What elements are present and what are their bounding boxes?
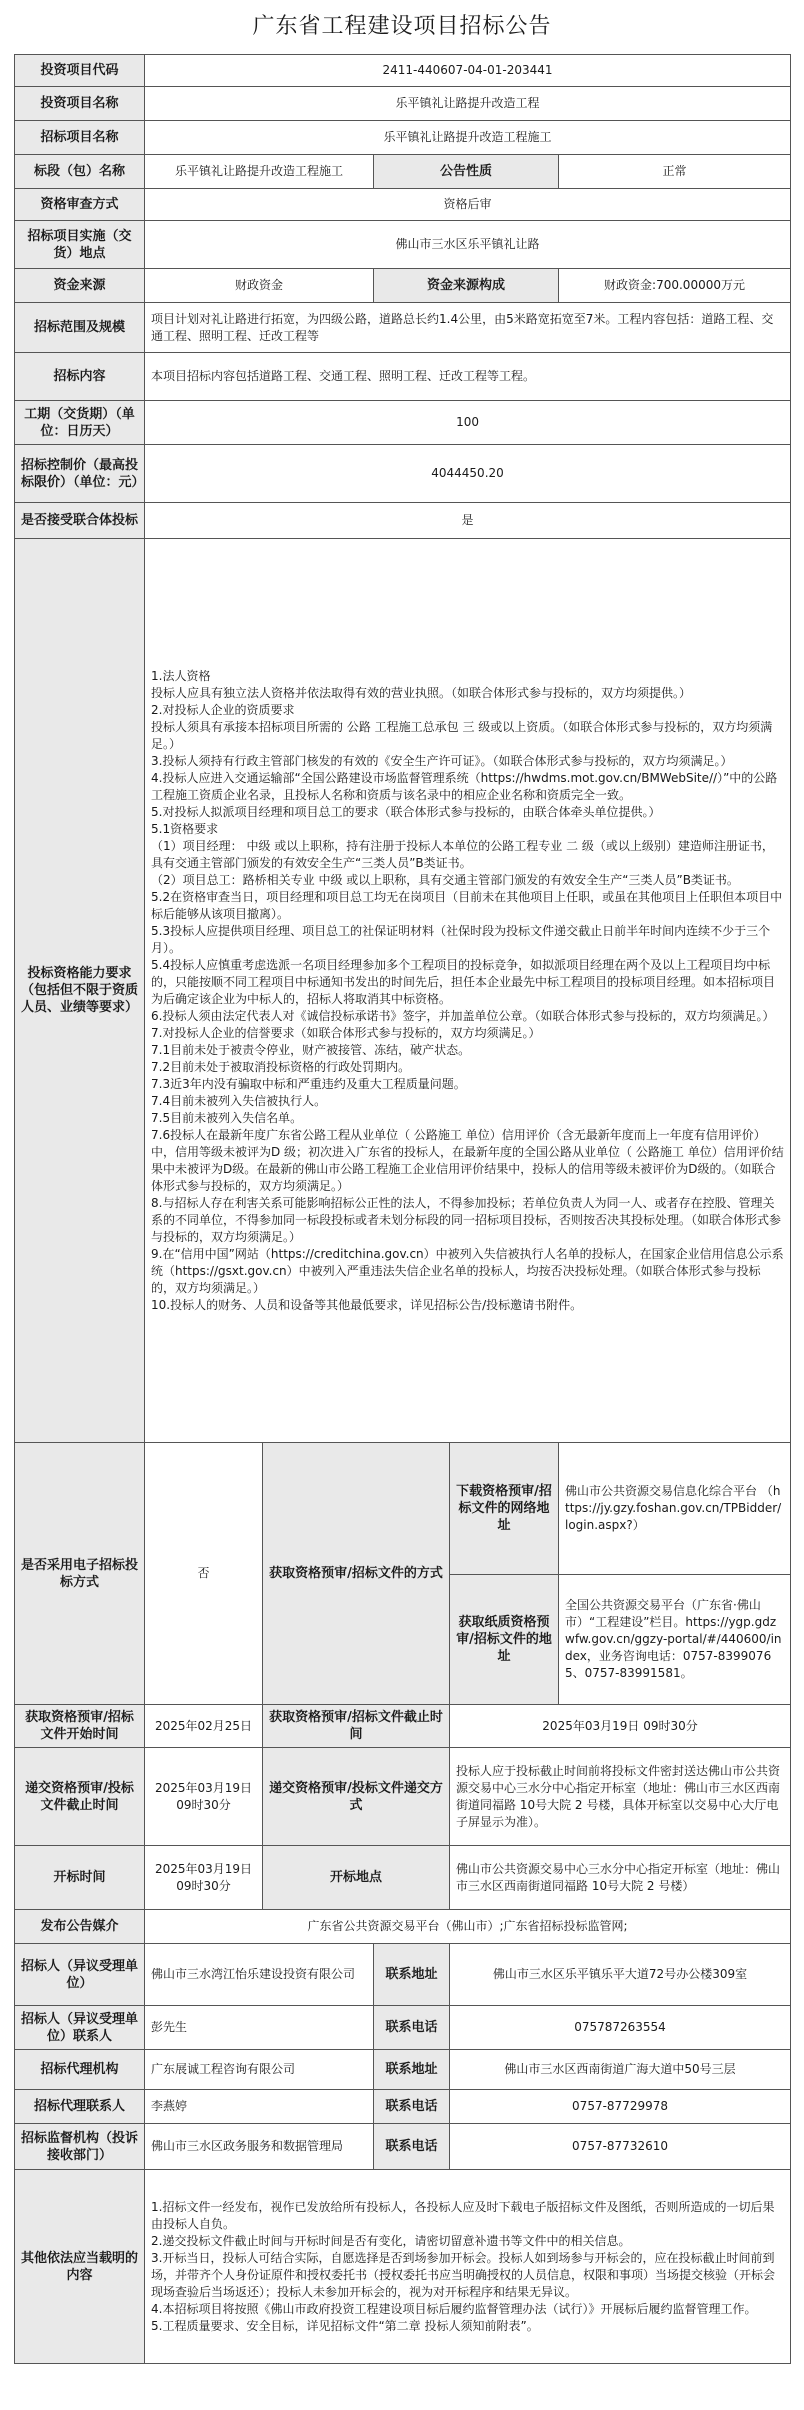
row-duration	[15, 401, 791, 445]
value: 财政资金	[145, 269, 374, 303]
value: 2025年03月19日 09时30分	[145, 1748, 263, 1846]
row-review-method	[15, 189, 791, 221]
row-content	[15, 353, 791, 401]
value: 李燕婷	[145, 2090, 374, 2124]
value: 佛山市公共资源交易中心三水分中心指定开标室（地址：佛山市三水区西南街道同福路 10号大院 2 号楼）	[450, 1846, 791, 1910]
value: 乐平镇礼让路提升改造工程施工	[145, 155, 374, 189]
row-consortium	[15, 503, 791, 539]
row-supervisor	[15, 2124, 791, 2170]
row-submit-deadline	[15, 1748, 791, 1846]
row-tender-name	[15, 121, 791, 155]
announcement-table	[14, 54, 791, 2364]
value: 财政资金:700.00000万元	[559, 269, 791, 303]
row-agency-contact	[15, 2090, 791, 2124]
label: 招标人（异议受理单位）联系人	[15, 2006, 145, 2050]
label: 递交资格预审/投标文件递交方式	[263, 1748, 450, 1846]
value: 本项目招标内容包括道路工程、交通工程、照明工程、迁改工程等工程。	[145, 353, 791, 401]
row-funding	[15, 269, 791, 303]
label: 资格审查方式	[15, 189, 145, 221]
label: 是否接受联合体投标	[15, 503, 145, 539]
value: 项目计划对礼让路进行拓宽，为四级公路，道路总长约1.4公里，由5米路宽拓宽至7米。工程内容包括：道路工程、交通工程、照明工程、迁改工程等	[145, 303, 791, 353]
value: 佛山市三水区政务服务和数据管理局	[145, 2124, 374, 2170]
value: 广东省公共资源交易平台（佛山市）;广东省招标投标监管网;	[145, 1910, 791, 1944]
label: 发布公告媒介	[15, 1910, 145, 1944]
label: 是否采用电子招标投标方式	[15, 1443, 145, 1705]
value: 是	[145, 503, 791, 539]
label: 资金来源构成	[374, 269, 559, 303]
row-obtain-time	[15, 1705, 791, 1748]
label: 获取资格预审/招标文件的方式	[263, 1443, 450, 1705]
value: 2025年02月25日	[145, 1705, 263, 1748]
value: 1.法人资格 投标人应具有独立法人资格并依法取得有效的营业执照。（如联合体形式参与投标的，双方均须提供。） 2.对投标人企业的资质要求 投标人须具有承接本招标项目所需的 公路 工程施工总承包 三 级或以上资质。（如联合体形式参与投标的，双方均须满足。） 3.投标人须持有行政主管部门核发的有效的《安全生产许可证》。（如联合体形式参与投标的，双方均须满足。） 4.投标人应进入交通运输部“全国公路建设市场监督管理系统（https://hwdms.mot.gov.cn/BMWebSite//）”中的公路工程施工资质企业名录，且投标人名称和资质与该名录中的相应企业名称和资质完全一致。 5.对投标人拟派项目经理和项目总工的要求（联合体形式参与投标的，由联合体牵头单位提供。） 5.1资格要求 （1）项目经理： 中级 或以上职称，持有注册于投标人本单位的公路工程专业 二 级（或以上级别）建造师注册证书，具有交通主管部门颁发的有效安全生产“三类人员”B类证书。 （2）项目总工：路桥相关专业 中级 或以上职称，具有交通主管部门颁发的有效安全生产“三类人员”B类证书。 5.2在资格审查当日，项目经理和项目总工均无在岗项目（目前未在其他项目上任职，或虽在其他项目上任职但本项目中标后能够从该项目撤离）。 5.3投标人应提供项目经理、项目总工的社保证明材料（社保时段为投标文件递交截止日前半年时间内连续不少于三个月）。 5.4投标人应慎重考虑选派一名项目经理参加多个工程项目的投标竞争，如拟派项目经理在两个及以上工程项目均中标的，只能按顺不同工程项目中标通知书发出的时间先后，担任本企业最先中标工程项目的投标项目经理。如本招标项目为后确定该企业为中标人的，招标人将取消其中标资格。 6.投标人须由法定代表人对《诚信投标承诺书》签字，并加盖单位公章。（如联合体形式参与投标的，双方均须满足。） 7.对投标人企业的信誉要求（如联合体形式参与投标的，双方均须满足。） 7.1目前未处于被责令停业，财产被接管、冻结，破产状态。 7.2目前未处于被取消投标资格的行政处罚期内。 7.3近3年内没有骗取中标和严重违约及重大工程质量问题。 7.4目前未被列入失信被执行人。 7.5目前未被列入失信名单。 7.6投标人在最新年度广东省公路工程从业单位（ 公路施工 单位）信用评价（含无最新年度而上一年度有信用评价）中，信用等级未被评为D 级；初次进入广东省的投标人，在最新年度的全国公路从业单位（ 公路施工 单位）信用评价结果中未被评为D级。在最新的佛山市公路工程施工企业信用评价结果中，投标人的信用等级未被评价为D级的。（如联合体形式参与投标的，双方均须满足。） 8.与招标人存在利害关系可能影响招标公正性的法人，不得参加投标；若单位负责人为同一人、或者存在控股、管理关系的不同单位，不得参加同一标段投标或者未划分标段的同一招标项目投标，否则按否决其投标处理。（如联合体形式参与投标的，双方均须满足。） 9.在“信用中国”网站（https://creditchina.gov.cn）中被列入失信被执行人名单的投标人，在国家企业信用信息公示系统（https://gsxt.gov.cn）中被列入严重违法失信企业名单的投标人，均按否决投标处理。（如联合体形式参与投标的，双方均须满足。） 10.投标人的财务、人员和设备等其他最低要求，详见招标公告/投标邀请书附件。	[145, 539, 791, 1443]
value: 投标人应于投标截止时间前将投标文件密封送达佛山市公共资源交易中心三水分中心指定开标室（地址：佛山市三水区西南街道同福路 10号大院 2 号楼，具体开标室以交易中心大厅电子屏显示为准）。	[450, 1748, 791, 1846]
value: 否	[145, 1443, 263, 1705]
row-control-price	[15, 445, 791, 503]
label: 获取资格预审/招标文件截止时间	[263, 1705, 450, 1748]
value: 2025年03月19日 09时30分	[145, 1846, 263, 1910]
value: 佛山市三水区乐平镇礼让路	[145, 221, 791, 269]
label: 招标项目名称	[15, 121, 145, 155]
row-project-name	[15, 87, 791, 121]
row-electronic-1	[15, 1443, 791, 1575]
value: 乐平镇礼让路提升改造工程施工	[145, 121, 791, 155]
row-location	[15, 221, 791, 269]
value: 4044450.20	[145, 445, 791, 503]
value: 广东展诚工程咨询有限公司	[145, 2050, 374, 2090]
value: 2025年03月19日 09时30分	[450, 1705, 791, 1748]
value: 资格后审	[145, 189, 791, 221]
label: 招标范围及规模	[15, 303, 145, 353]
label: 招标项目实施（交货）地点	[15, 221, 145, 269]
row-agency	[15, 2050, 791, 2090]
value: 佛山市三水湾江怡乐建设投资有限公司	[145, 1944, 374, 2006]
row-tenderer-contact	[15, 2006, 791, 2050]
value: 0757-87732610	[450, 2124, 791, 2170]
label: 投资项目名称	[15, 87, 145, 121]
value: 1.招标文件一经发布，视作已发放给所有投标人，各投标人应及时下载电子版招标文件及图纸，否则所造成的一切后果由投标人自负。 2.递交投标文件截止时间与开标时间是否有变化，请密切留意补遗书等文件中的相关信息。 3.开标当日，投标人可结合实际，自愿选择是否到场参加开标会。投标人如到场参与开标会的，应在投标截止时间前到场，并带齐个人身份证原件和授权委托书（授权委托书应当明确授权的人员信息，权限和事项）当场提交核验（开标会现场查验后当场返还）；投标人未参加开标会的，视为对开标程序和结果无异议。 4.本招标项目将按照《佛山市政府投资工程建设项目标后履约监督管理办法（试行）》开展标后履约监督管理工作。 5.工程质量要求、安全目标，详见招标文件“第二章 投标人须知前附表”。	[145, 2170, 791, 2364]
value: 佛山市三水区西南街道广海大道中50号三层	[450, 2050, 791, 2090]
label: 递交资格预审/投标文件截止时间	[15, 1748, 145, 1846]
download-url[interactable]: 佛山市公共资源交易信息化综合平台 （https://jy.gzy.foshan.gov.cn/TPBidder/login.aspx?）	[559, 1443, 791, 1575]
label: 其他依法应当载明的内容	[15, 2170, 145, 2364]
label: 联系电话	[374, 2124, 450, 2170]
value: 佛山市三水区乐平镇乐平大道72号办公楼309室	[450, 1944, 791, 2006]
label: 下载资格预审/招标文件的网络地址	[450, 1443, 559, 1575]
value: 正常	[559, 155, 791, 189]
label: 获取资格预审/招标文件开始时间	[15, 1705, 145, 1748]
value: 乐平镇礼让路提升改造工程	[145, 87, 791, 121]
value: 2411-440607-04-01-203441	[145, 55, 791, 87]
label: 联系地址	[374, 1944, 450, 2006]
label: 资金来源	[15, 269, 145, 303]
page-title: 广东省工程建设项目招标公告	[252, 14, 552, 39]
label: 开标地点	[263, 1846, 450, 1910]
label: 联系地址	[374, 2050, 450, 2090]
label: 招标代理联系人	[15, 2090, 145, 2124]
value: 彭先生	[145, 2006, 374, 2050]
label: 投资项目代码	[15, 55, 145, 87]
row-media	[15, 1910, 791, 1944]
label: 公告性质	[374, 155, 559, 189]
value: 0757-87729978	[450, 2090, 791, 2124]
label: 招标人（异议受理单位）	[15, 1944, 145, 2006]
label: 联系电话	[374, 2090, 450, 2124]
row-scope	[15, 303, 791, 353]
row-project-code	[15, 55, 791, 87]
paper-address: 全国公共资源交易平台（广东省·佛山市）“工程建设”栏目。https://ygp.gdzwfw.gov.cn/ggzy-portal/#/440600/index，业务咨询电话：0757-83990765、0757-83991581。	[559, 1575, 791, 1705]
row-section-name	[15, 155, 791, 189]
label: 标段（包）名称	[15, 155, 145, 189]
label: 招标代理机构	[15, 2050, 145, 2090]
label: 开标时间	[15, 1846, 145, 1910]
row-opening	[15, 1846, 791, 1910]
label: 招标监督机构（投诉接收部门）	[15, 2124, 145, 2170]
value: 100	[145, 401, 791, 445]
label: 联系电话	[374, 2006, 450, 2050]
label: 投标资格能力要求（包括但不限于资质人员、业绩等要求）	[15, 539, 145, 1443]
label: 工期（交货期）（单位：日历天）	[15, 401, 145, 445]
label: 招标控制价（最高投标限价）（单位：元）	[15, 445, 145, 503]
label: 招标内容	[15, 353, 145, 401]
row-other	[15, 2170, 791, 2364]
row-qualification	[15, 539, 791, 1443]
label: 获取纸质资格预审/招标文件的地址	[450, 1575, 559, 1705]
row-tenderer	[15, 1944, 791, 2006]
value: 075787263554	[450, 2006, 791, 2050]
